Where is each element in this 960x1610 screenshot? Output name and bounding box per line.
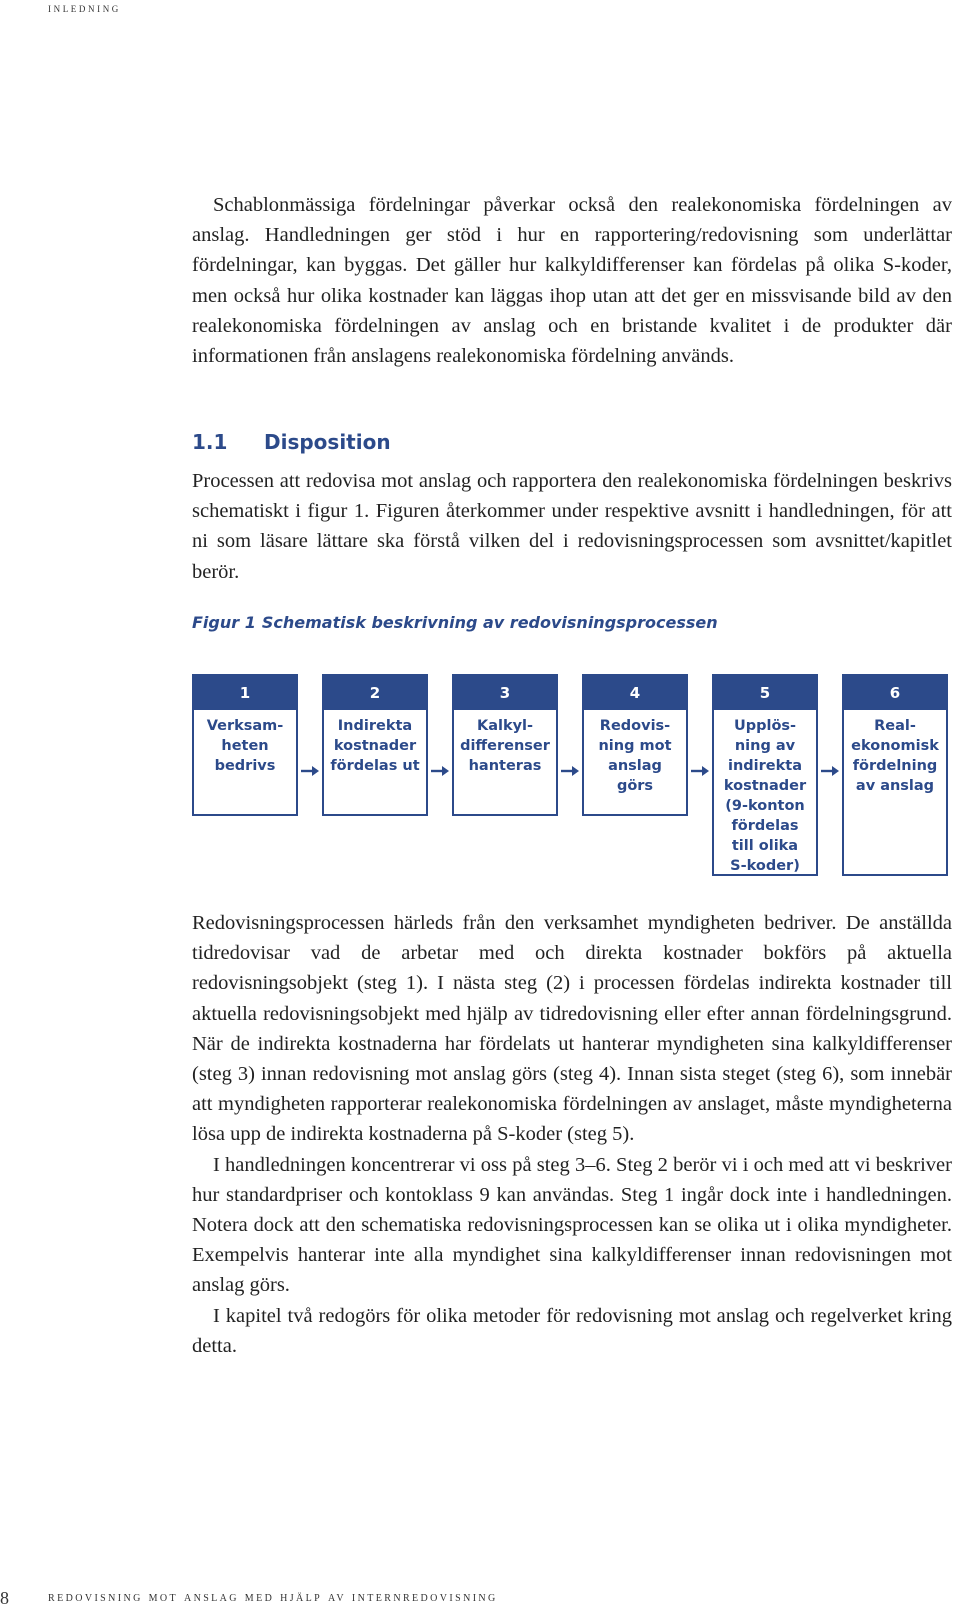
body-paragraph-1: Redovisningsprocessen härleds från den verksamhet myndigheten bedriver. De anställda tidredovisar vad de arbetar med och direkta kostnader bokförs på aktuella redovisningsobjekt (steg 1). I nästa steg (2) i processen fördelas indirekta kostnader till aktuella redovisningsobjekt med hjälp av tidredovisning eller efter annan fördelningsgrund. När de indirekta kostnaderna har fördelats ut hanterar myndigheten sina kalkyldifferenser (steg 3) innan redovisning mot anslag görs (steg 4). Innan sista steget (steg 6), som innebär att myndigheten rapporterar realekonomiska fördelningen av anslaget, måste myndigheterna lösa upp de indirekta kostnaderna på S-koder (steg 5).: [192, 912, 952, 1146]
arrow-right-icon: [429, 764, 451, 778]
process-diagram: [192, 674, 952, 884]
step-text: Verksam- heten bedrivs: [206, 718, 284, 774]
arrow-right-icon: [299, 764, 321, 778]
step-number: 4: [584, 676, 686, 710]
arrow-right-icon: [689, 764, 711, 778]
running-head: inledning: [48, 0, 121, 15]
step-number: 3: [454, 676, 556, 710]
process-step-1: [192, 674, 298, 816]
process-step-2: [322, 674, 428, 816]
section-title: Disposition: [264, 430, 391, 454]
step-text: Redovis- ning mot anslag görs: [598, 718, 672, 794]
body-paragraph-3: I kapitel två redogörs för olika metoder för redovisning mot anslag och regelverket kring detta.: [192, 1304, 952, 1357]
step-number: 2: [324, 676, 426, 710]
page-number: 8: [0, 1588, 9, 1608]
section-heading: [192, 430, 391, 454]
step-number: 6: [844, 676, 946, 710]
intro-paragraph: Schablonmässiga fördelningar påverkar också den realekonomiska fördelningen av anslag. Handledningen ger stöd i hur en rapportering/redovisning som underlättar fördelningar, kan byggas. Det gäller hur kalkyldifferenser kan fördelas på olika S-koder, men också hur olika kostnader kan läggas ihop utan att det ger en missvisande bild av den realekonomiska fördelningen av anslag och en bristande kvalitet i de produkter där informationen från anslagens realekonomiska fördelning används.: [192, 194, 952, 368]
arrow-right-icon: [559, 764, 581, 778]
step-number: 5: [714, 676, 816, 710]
section-number: 1.1: [192, 430, 228, 454]
process-step-3: [452, 674, 558, 816]
step-text: Kalkyl- differenser hanteras: [460, 718, 550, 774]
process-step-5: [712, 674, 818, 876]
footer-title: redovisning mot anslag med hjälp av internredovisning: [48, 1590, 498, 1605]
step-text: Upplös- ning av indirekta kostnader (9-konton fördelas till olika S-koder): [723, 718, 807, 874]
section-text: [192, 466, 952, 587]
process-step-4: [582, 674, 688, 816]
step-text: Indirekta kostnader fördelas ut: [330, 718, 420, 774]
process-step-6: [842, 674, 948, 876]
intro-text: [192, 190, 952, 371]
figure-title: Schematisk beskrivning av redovisningsprocessen: [261, 613, 718, 632]
figure-label: Figur 1: [192, 613, 256, 632]
body-paragraph-2: I handledningen koncentrerar vi oss på steg 3–6. Steg 2 berör vi i och med att vi beskriver hur standardpriser och kontoklass 9 kan användas. Steg 1 ingår dock inte i handledningen. Notera dock att den schematiska redovisningsprocessen kan se olika ut i olika myndigheter. Exempelvis hanterar inte alla myndighet sina kalkyldifferenser innan redovisningen mot anslag görs.: [192, 1153, 952, 1297]
arrow-right-icon: [819, 764, 841, 778]
step-number: 1: [194, 676, 296, 710]
figure-caption: [192, 613, 718, 632]
step-text: Real- ekonomisk fördelning av anslag: [851, 718, 939, 794]
body-text: [192, 908, 952, 1361]
section-paragraph: Processen att redovisa mot anslag och rapportera den realekonomiska fördelningen beskrivs schematiskt i figur 1. Figuren återkommer under respektive avsnitt i handledningen, för att ni som läsare lättare ska förstå vilken del i redovisningsprocessen som avsnittet/kapitlet berör.: [192, 470, 952, 583]
